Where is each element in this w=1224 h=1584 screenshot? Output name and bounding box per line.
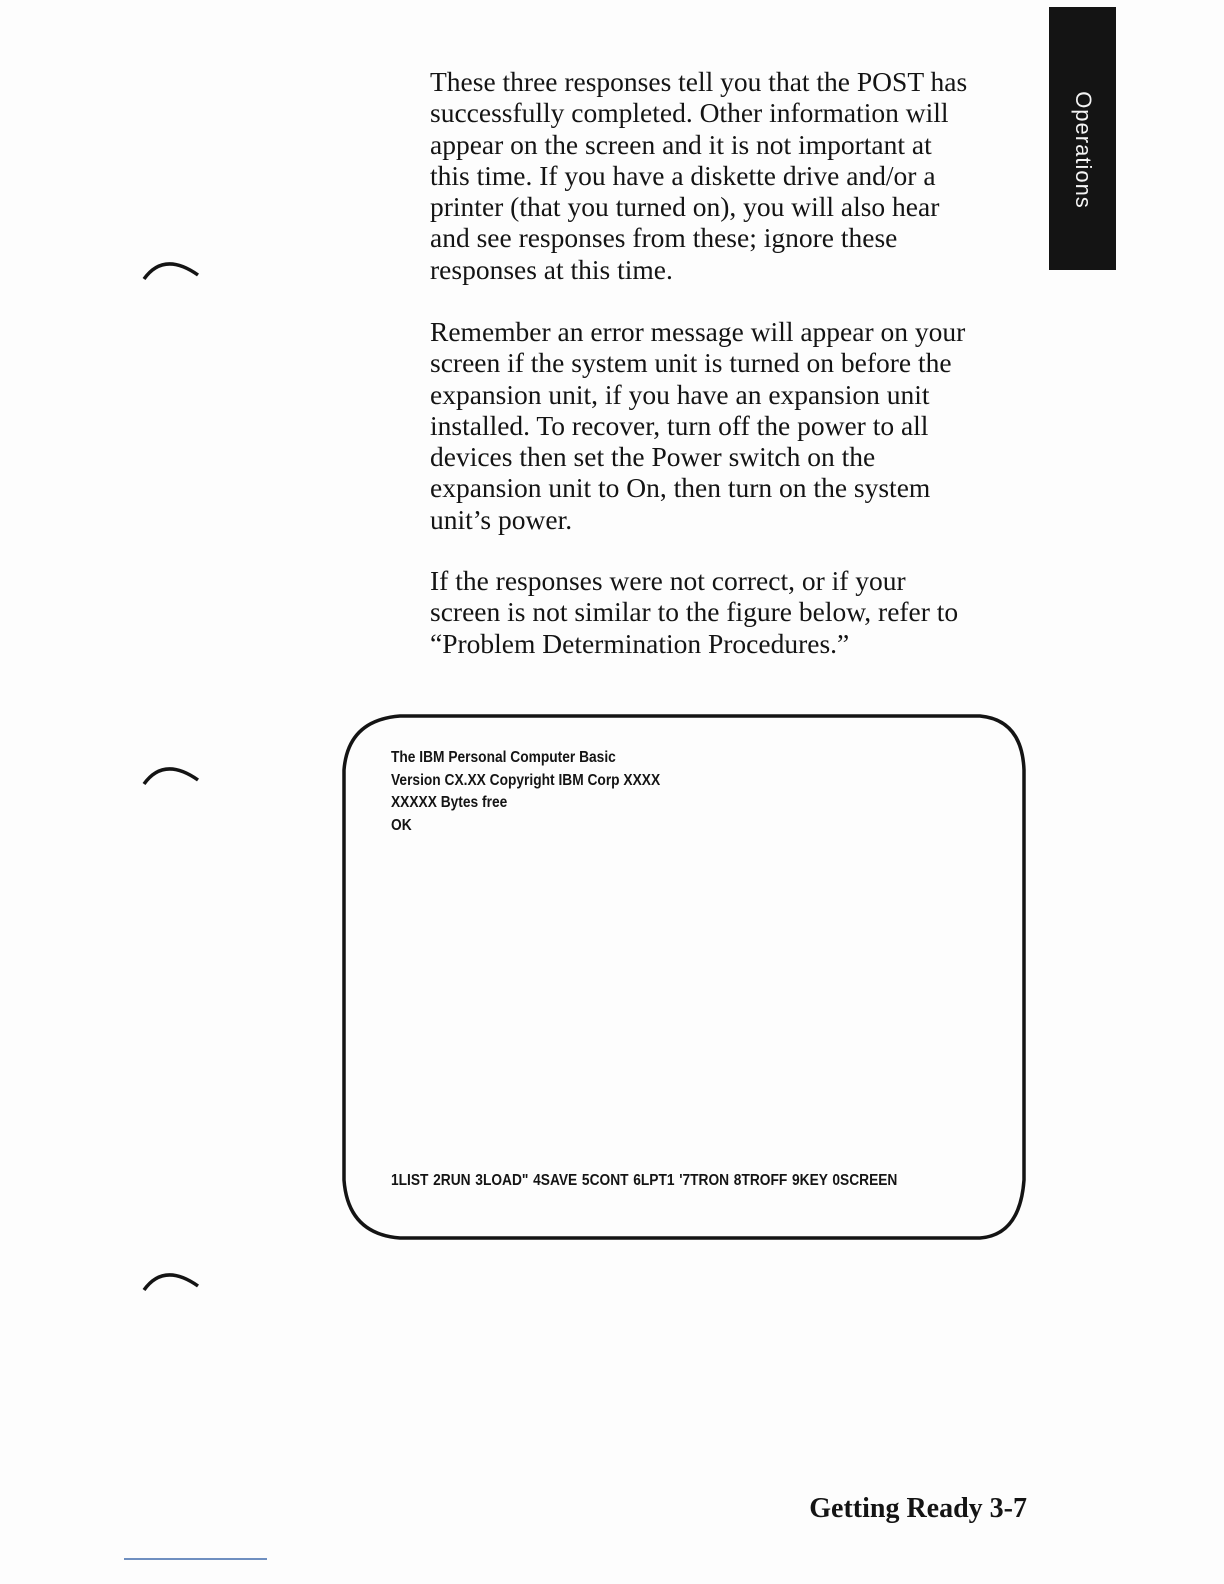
text-line: devices then set the Power switch on the bbox=[430, 441, 876, 473]
text-line: this time. If you have a diskette drive and/or a bbox=[430, 159, 936, 191]
section-tab bbox=[1049, 7, 1116, 270]
text-line: and see responses from these; ignore these bbox=[430, 222, 898, 254]
paragraph-error-message bbox=[430, 316, 1040, 535]
binder-hole-arc-icon bbox=[140, 251, 204, 283]
text-line: responses at this time. bbox=[430, 253, 673, 285]
text-line: installed. To recover, turn off the power to all bbox=[430, 409, 929, 441]
text-line: successfully completed. Other information will bbox=[430, 97, 949, 129]
text-line: expansion unit to On, then turn on the system bbox=[430, 472, 931, 504]
text-line: Remember an error message will appear on your bbox=[430, 316, 966, 347]
text-line: These three responses tell you that the POST has bbox=[430, 66, 968, 97]
binder-hole-arc-icon bbox=[140, 1262, 204, 1294]
text-line: screen if the system unit is turned on before the bbox=[430, 347, 952, 379]
basic-startup-text bbox=[391, 747, 660, 838]
footer-rule bbox=[124, 1558, 267, 1560]
text-line: appear on the screen and it is not important at bbox=[430, 128, 932, 160]
text-line: “Problem Determination Procedures.” bbox=[430, 627, 850, 659]
text-line: expansion unit, if you have an expansion unit bbox=[430, 378, 930, 410]
screen-line-title: The IBM Personal Computer Basic bbox=[391, 749, 616, 766]
text-line: unit’s power. bbox=[430, 503, 573, 535]
paragraph-post-complete bbox=[430, 66, 1040, 285]
page-footer-title: Getting Ready 3-7 bbox=[809, 1493, 1027, 1524]
text-line: If the responses were not correct, or if your bbox=[430, 565, 906, 596]
binder-hole-arc-icon bbox=[140, 756, 204, 788]
text-line: screen is not similar to the figure below, refer to bbox=[430, 596, 959, 628]
screen-line-ok: OK bbox=[391, 817, 412, 835]
function-key-bar: 1LIST 2RUN 3LOAD" 4SAVE 5CONT 6LPT1 '7TRON 8TROFF 9KEY 0SCREEN bbox=[391, 1172, 898, 1189]
screen-line-version: Version CX.XX Copyright IBM Corp XXXX bbox=[391, 771, 661, 789]
section-tab-label: Operations bbox=[1070, 91, 1096, 209]
screen-line-bytes: XXXXX Bytes free bbox=[391, 794, 508, 812]
paragraph-problem-determination bbox=[430, 565, 1040, 659]
text-line: printer (that you turned on), you will also hear bbox=[430, 191, 940, 223]
screen-figure bbox=[340, 710, 1030, 1245]
